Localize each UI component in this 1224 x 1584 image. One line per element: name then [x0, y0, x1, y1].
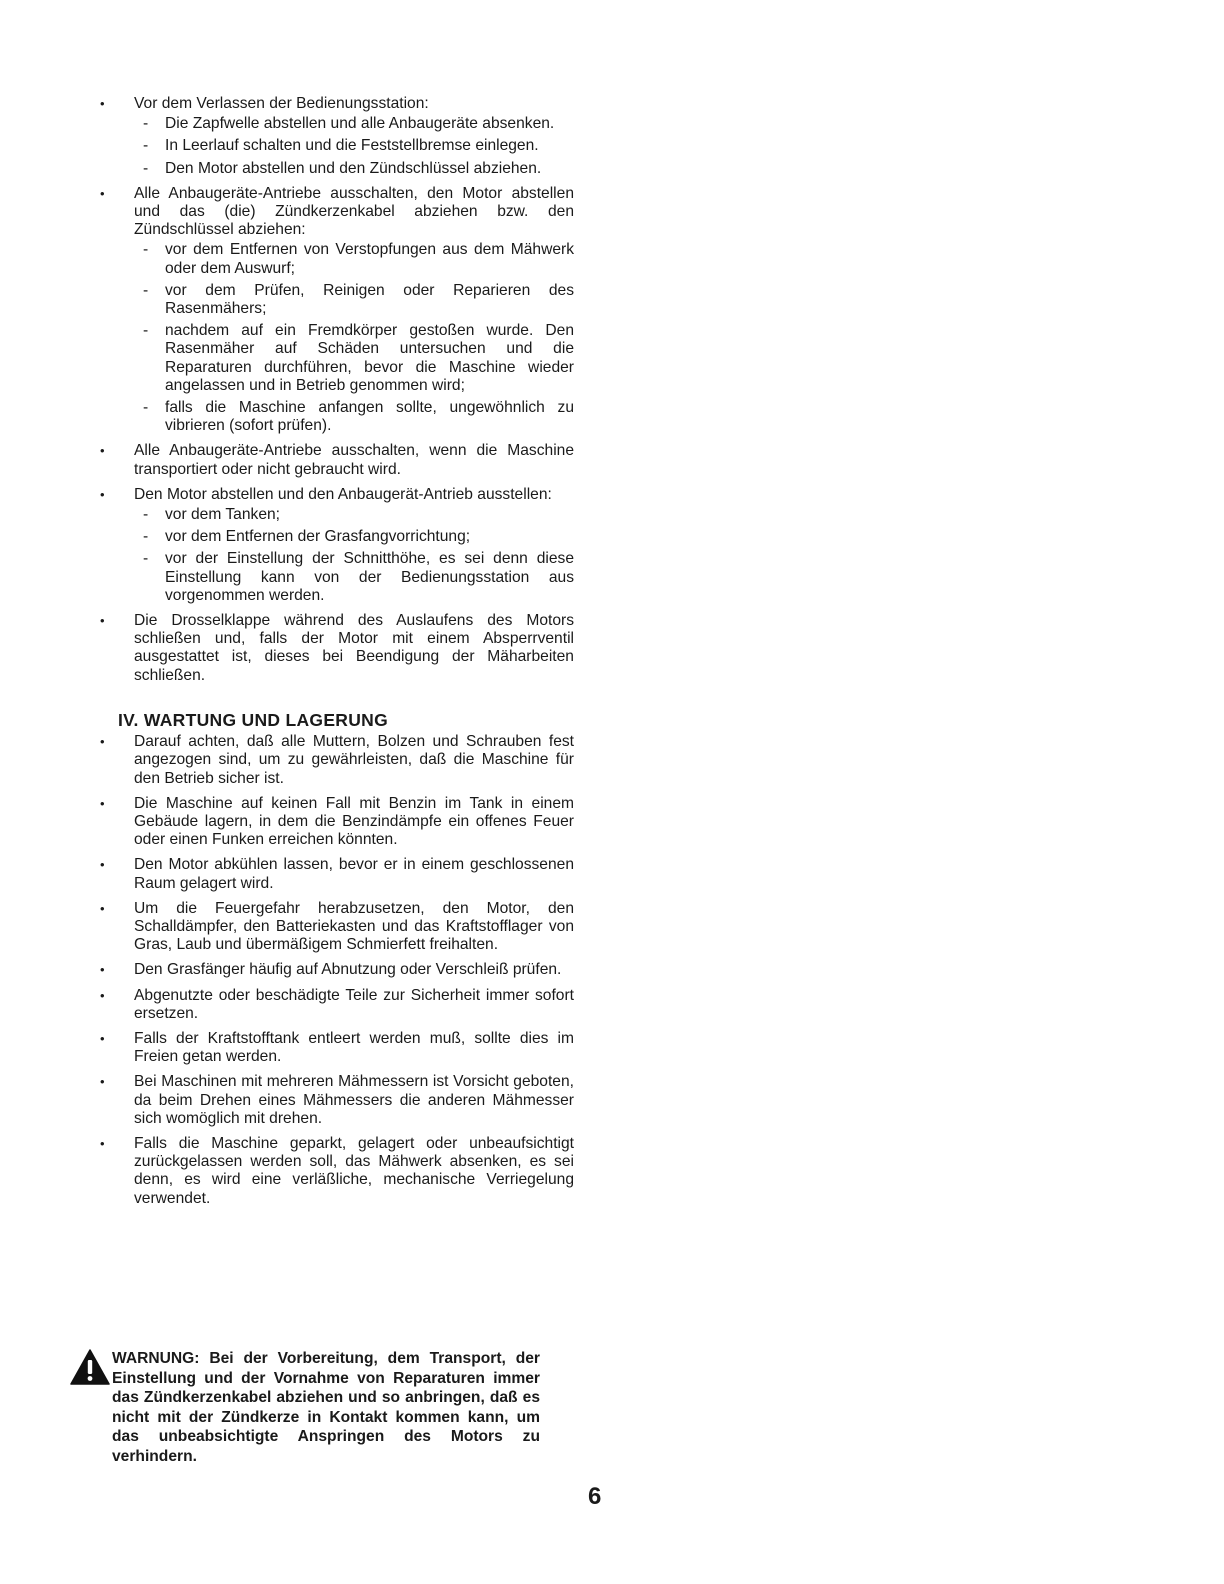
sub-item: - vor dem Entfernen von Verstopfungen aus dem Mähwerk oder dem Auswurf;	[143, 241, 574, 277]
bullet: •	[100, 1074, 105, 1090]
sub-item: - vor der Einstellung der Schnitthöhe, es sei denn diese Einstellung kann von der Bedienungsstation aus vorgenommen werden.	[143, 550, 574, 604]
sub-item-text: vor dem Entfernen von Verstopfungen aus dem Mähwerk oder dem Auswurf;	[165, 241, 574, 277]
list-item	[100, 95, 574, 178]
list-item	[100, 961, 574, 979]
section-heading: IV. WARTUNG UND LAGERUNG	[118, 709, 389, 730]
list-item-text: Den Grasfänger häufig auf Abnutzung oder Verschleiß prüfen.	[134, 961, 562, 979]
sub-item: - falls die Maschine anfangen sollte, ungewöhnlich zu vibrieren (sofort prüfen).	[143, 399, 574, 435]
sub-item: - Den Motor abstellen und den Zündschlüssel abziehen.	[143, 159, 542, 177]
warning-triangle-icon	[70, 1349, 110, 1385]
warning-text	[70, 1349, 540, 1467]
bullet: •	[100, 734, 105, 750]
list-item	[100, 1030, 574, 1066]
list-item-text: Um die Feuergefahr herabzusetzen, den Motor, den Schalldämpfer, den Batteriekasten und das Kraftstofflager von Gras, Laub und übermäßigem Schmierfett freihalten.	[134, 899, 574, 954]
section-operation-list	[100, 95, 574, 685]
sub-item-text: Die Zapfwelle abstellen und alle Anbaugeräte absenken.	[165, 115, 555, 133]
sub-item: - vor dem Entfernen der Grasfangvorrichtung;	[143, 528, 471, 546]
sub-item-text: nachdem auf ein Fremdkörper gestoßen wurde. Den Rasenmäher auf Schäden untersuchen und die Reparaturen durchführen, bevor die Maschine wieder angelassen und in Betrieb genommen wird;	[165, 322, 574, 394]
list-item	[100, 795, 574, 850]
bullet: •	[100, 486, 105, 502]
sub-item-text: vor dem Prüfen, Reinigen oder Reparieren des Rasenmähers;	[165, 281, 574, 318]
bullet: •	[100, 443, 105, 459]
list-item	[100, 987, 574, 1023]
list-item	[100, 442, 574, 478]
list-item	[100, 900, 574, 955]
bullet: •	[100, 900, 105, 916]
list-item	[100, 733, 574, 788]
bullet: •	[100, 613, 105, 629]
bullet: •	[100, 96, 105, 111]
list-item-text: Den Motor abkühlen lassen, bevor er in einem geschlossenen Raum gelagert wird.	[134, 856, 574, 892]
bullet: •	[100, 1030, 105, 1046]
sub-item: - nachdem auf ein Fremdkörper gestoßen wurde. Den Rasenmäher auf Schäden untersuchen und die Reparaturen durchführen, bevor die Maschine wieder angelassen und in Betrieb genommen wird;	[143, 322, 574, 394]
list-item-text: Die Drosselklappe während des Auslaufens des Motors schließen und, falls der Motor mit einem Absperrventil ausgestattet ist, dieses bei Beendigung der Mäharbeiten schließen.	[134, 612, 574, 684]
bullet: •	[100, 1135, 105, 1151]
list-item	[100, 486, 574, 605]
text-column	[100, 95, 574, 1215]
sub-item-text: falls die Maschine anfangen sollte, ungewöhnlich zu vibrieren (sofort prüfen).	[165, 399, 574, 435]
sub-item-text: Den Motor abstellen und den Zündschlüssel abziehen.	[165, 159, 542, 177]
sub-item: - Die Zapfwelle abstellen und alle Anbaugeräte absenken.	[143, 115, 555, 133]
list-item	[100, 1073, 574, 1128]
bullet: •	[100, 857, 105, 873]
sub-item-text: vor dem Tanken;	[165, 506, 280, 524]
page-number: 6	[588, 1483, 602, 1510]
sub-list	[134, 115, 574, 178]
sub-item-text: vor der Einstellung der Schnitthöhe, es sei denn diese Einstellung kann von der Bedienungsstation aus vorgenommen werden.	[165, 550, 574, 604]
list-item-text: Falls der Kraftstofftank entleert werden muß, sollte dies im Freien getan werden.	[134, 1029, 574, 1066]
list-item-text: Alle Anbaugeräte-Antriebe ausschalten, den Motor abstellen und das (die) Zündkerzenkabel abziehen bzw. den Zündschlüssel abziehen:	[134, 184, 574, 239]
sub-item: - In Leerlauf schalten und die Feststellbremse einlegen.	[143, 137, 539, 155]
list-item-text: Bei Maschinen mit mehreren Mähmessern ist Vorsicht geboten, da beim Drehen eines Mähmessers die anderen Mähmesser sich womöglich mit drehen.	[134, 1073, 574, 1127]
bullet: •	[100, 987, 105, 1003]
sub-list	[134, 506, 574, 605]
list-item-text: Alle Anbaugeräte-Antriebe ausschalten, wenn die Maschine transportiert oder nicht gebraucht wird.	[134, 442, 574, 478]
sub-item-text: vor dem Entfernen der Grasfangvorrichtung;	[165, 528, 471, 546]
list-item	[100, 1135, 574, 1208]
warning-body: der Einstellung und der Vornahme von Reparaturen immer das Zündkerzenkabel abziehen und so anbringen, daß es nicht mit der Zündkerze in Kontakt kommen kann, um das unbeabsichtigte Anspringen des Motors zu verhindern.	[112, 1350, 541, 1465]
list-item-text: Falls die Maschine geparkt, gelagert oder unbeaufsichtigt zurückgelassen werden soll, das Mähwerk absenken, es sei denn, es wird eine verläßliche, mechanische Verriegelung verwendet.	[134, 1134, 574, 1207]
list-item	[100, 856, 574, 892]
warning-lead: WARNUNG: Bei der Vorbereitung, dem Transport,	[112, 1350, 506, 1367]
warning-block	[70, 1349, 540, 1467]
list-item-text: Vor dem Verlassen der Bedienungsstation:	[134, 95, 429, 112]
bullet: •	[100, 185, 105, 201]
sub-item: - vor dem Prüfen, Reinigen oder Reparieren des Rasenmähers;	[143, 281, 574, 318]
list-item-text: Den Motor abstellen und den Anbaugerät-Antrieb ausstellen:	[134, 485, 552, 503]
bullet: •	[100, 962, 105, 978]
list-item	[100, 185, 574, 436]
list-item	[100, 612, 574, 685]
sub-item: - vor dem Tanken;	[143, 506, 280, 524]
list-item-text: Die Maschine auf keinen Fall mit Benzin im Tank in einem Gebäude lagern, in dem die Benzindämpfe ein offenes Feuer oder einen Funken erreichen könnten.	[134, 794, 574, 849]
sub-list	[134, 241, 574, 435]
list-item-text: Darauf achten, daß alle Muttern, Bolzen und Schrauben fest angezogen sind, um zu gewährleisten, daß die Maschine für den Betrieb sicher ist.	[134, 733, 574, 787]
list-item-text: Abgenutzte oder beschädigte Teile zur Sicherheit immer sofort ersetzen.	[134, 986, 574, 1022]
bullet: •	[100, 795, 105, 811]
section-maintenance-list	[100, 733, 574, 1208]
sub-item-text: In Leerlauf schalten und die Feststellbremse einlegen.	[165, 137, 539, 155]
